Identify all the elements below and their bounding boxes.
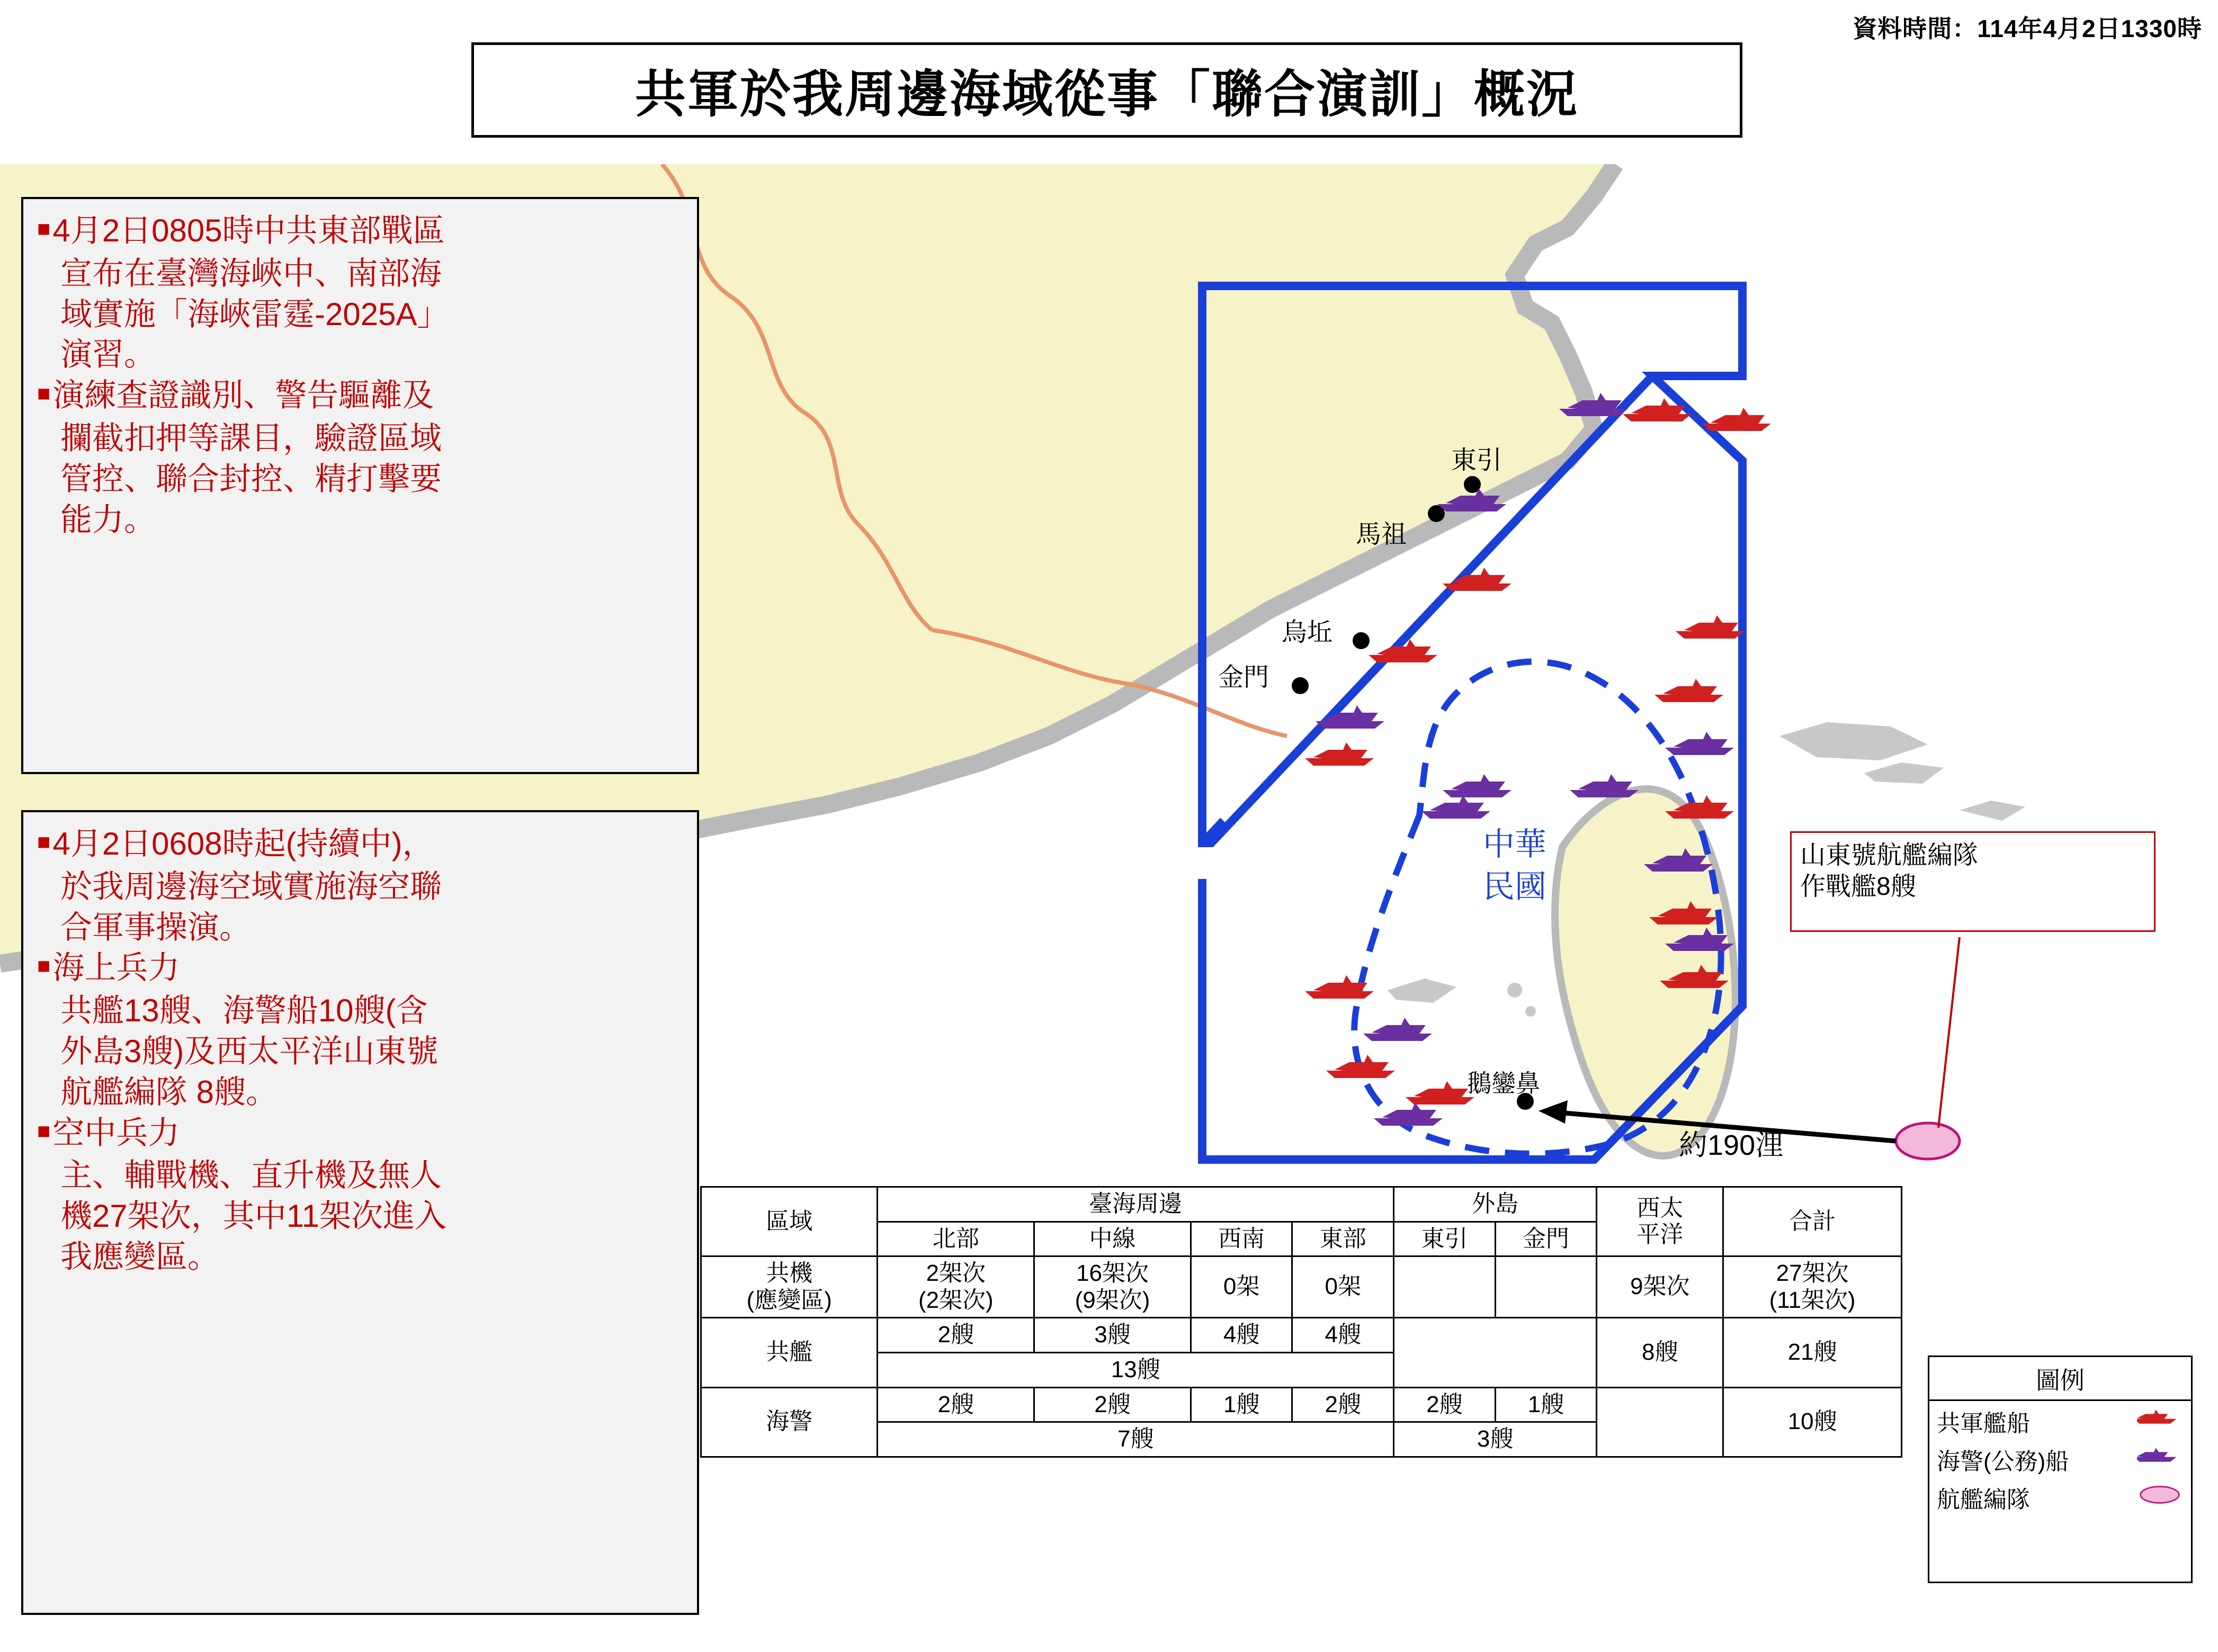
- bullet-4: [37, 948, 683, 989]
- label-roc-line2: 民國: [1483, 869, 1546, 904]
- header-outer-islands: 外島: [1394, 1187, 1597, 1222]
- legend-box: [1928, 1355, 2193, 1583]
- carrier-group-note-line-2: 作戰艦8艘: [1800, 872, 1916, 901]
- cell-navy-east: 4艘: [1292, 1318, 1394, 1353]
- cell-cg-total: 10艘: [1723, 1387, 1902, 1457]
- cell-cg-west-pacific: [1597, 1387, 1723, 1457]
- bullet-marker: ■: [37, 829, 51, 854]
- cell-aircraft-southwest: 0架: [1191, 1256, 1292, 1318]
- table-row-coastguard: [701, 1387, 1902, 1422]
- cell-aircraft-north-l2: (2架次): [918, 1287, 994, 1313]
- header-west-pacific: [1597, 1187, 1723, 1256]
- cell-cg-east: 2艘: [1292, 1387, 1394, 1422]
- cell-cg-southwest: 1艘: [1191, 1387, 1292, 1422]
- statistics-table: [700, 1186, 1902, 1458]
- cell-aircraft-center-l1: 16架次: [1076, 1260, 1149, 1287]
- wuqiu-marker: [1353, 632, 1370, 649]
- bullet-1-line-1: 4月2日0805時中共東部戰區: [52, 213, 445, 248]
- label-matsu: 馬祖: [1356, 520, 1407, 549]
- bullet-5: [37, 1113, 683, 1154]
- cell-aircraft-center-l2: (9架次): [1075, 1287, 1150, 1313]
- cell-aircraft-total-l1: 27架次: [1776, 1260, 1849, 1287]
- cell-navy-strait-sum: 13艘: [878, 1352, 1394, 1387]
- header-total: 合計: [1723, 1187, 1902, 1256]
- cell-cg-strait-sum: 7艘: [878, 1422, 1394, 1457]
- bullet-3-line-2: 於我周邊海空域實施海空聯: [60, 868, 442, 904]
- carrier-group-ellipse: [1896, 1123, 1960, 1159]
- bullet-3-line-1: 4月2日0608時起(持續中)，: [52, 826, 434, 861]
- bullet-1: [37, 211, 683, 252]
- cell-cg-center: 2艘: [1034, 1387, 1191, 1422]
- header-taiwan-strait: 臺海周邊: [878, 1187, 1394, 1222]
- header-center-line: 中線: [1034, 1222, 1191, 1256]
- label-distance: 約190浬: [1679, 1129, 1784, 1161]
- legend-title: 圖例: [1929, 1357, 2191, 1401]
- naval-forces-line-1: 共艦13艘、海警船10艘(含: [60, 993, 428, 1029]
- penghu-islet-2: [1525, 1006, 1536, 1017]
- cell-navy-center: 3艘: [1034, 1318, 1191, 1353]
- cell-navy-total: 21艘: [1723, 1318, 1902, 1387]
- page-title: 共軍於我周邊海域從事「聯合演訓」概況: [635, 66, 1579, 123]
- kinmen-marker: [1292, 677, 1309, 694]
- naval-forces-heading: 海上兵力: [52, 950, 180, 986]
- cell-aircraft-north-l1: 2架次: [926, 1260, 986, 1287]
- label-dongyin: 東引: [1451, 446, 1502, 474]
- bullet-2-line-4: 能力。: [60, 501, 156, 537]
- air-forces-heading: 空中兵力: [52, 1115, 180, 1151]
- penghu-islet: [1507, 983, 1522, 998]
- header-region: 區域: [701, 1187, 878, 1256]
- cell-cg-north: 2艘: [878, 1387, 1034, 1422]
- callout-force-summary: [21, 810, 699, 1615]
- air-forces-line-1: 主、輔戰機、直升機及無人: [60, 1157, 442, 1193]
- cell-cg-kinmen: 1艘: [1495, 1387, 1597, 1422]
- legend-item-pla-ship: [1929, 1401, 2191, 1439]
- bullet-2-line-1: 演練查證識別、警告驅離及: [52, 378, 434, 414]
- row-label-navy: 共艦: [701, 1318, 878, 1387]
- table-row-navy: [701, 1318, 1902, 1353]
- bullet-2-line-2: 攔截扣押等課目，驗證區域: [60, 420, 442, 456]
- naval-forces-line-3: 航艦編隊 8艘。: [60, 1074, 278, 1110]
- legend-label-carrier-group: 航艦編隊: [1937, 1487, 2030, 1513]
- cell-cg-dongyin: 2艘: [1394, 1387, 1496, 1422]
- cell-cg-outer-sum: 3艘: [1394, 1422, 1597, 1457]
- label-eluanbi: 鵝鑾鼻: [1467, 1070, 1540, 1097]
- legend-label-coastguard-ship: 海警(公務)船: [1937, 1449, 2069, 1475]
- row-label-coastguard: 海警: [701, 1387, 878, 1457]
- label-wuqiu: 烏坵: [1282, 618, 1333, 647]
- header-east: 東部: [1292, 1222, 1394, 1256]
- carrier-group-note: [1790, 831, 2156, 932]
- row-label-aircraft: [701, 1256, 878, 1318]
- row-label-aircraft-line-1: 共機: [766, 1260, 813, 1287]
- cell-aircraft-north: [878, 1256, 1034, 1318]
- bullet-1-line-4: 演習。: [60, 337, 156, 373]
- cell-aircraft-center: [1034, 1256, 1191, 1318]
- cell-aircraft-total-l2: (11架次): [1769, 1287, 1856, 1313]
- cell-navy-outer: [1394, 1318, 1597, 1387]
- cell-navy-north: 2艘: [878, 1318, 1034, 1353]
- bullet-marker: ■: [37, 216, 51, 241]
- cell-aircraft-dongyin: [1394, 1256, 1496, 1318]
- bullet-1-line-2: 宣布在臺灣海峽中、南部海: [60, 255, 442, 291]
- bullet-3-line-3: 合軍事操演。: [60, 909, 251, 945]
- bullet-2: [37, 375, 683, 416]
- header-southwest: 西南: [1191, 1222, 1292, 1256]
- bullet-marker: ■: [37, 1118, 51, 1143]
- bullet-marker: ■: [37, 953, 51, 978]
- ship-purple-icon: [2136, 1446, 2184, 1473]
- row-label-aircraft-line-2: (應變區): [746, 1287, 832, 1313]
- air-forces-line-2: 機27架次，其中11架次進入: [60, 1198, 447, 1234]
- legend-item-carrier-group: [1929, 1477, 2191, 1515]
- ellipse-pink-icon: [2136, 1484, 2184, 1511]
- cell-aircraft-total: [1723, 1256, 1902, 1318]
- bullet-marker: ■: [37, 381, 51, 406]
- legend-item-coastguard-ship: [1929, 1439, 2191, 1477]
- header-north: 北部: [878, 1222, 1034, 1256]
- cell-aircraft-west-pacific: 9架次: [1597, 1256, 1723, 1318]
- header-west-pacific-line-1: 西太: [1636, 1195, 1684, 1221]
- header-dongyin: 東引: [1394, 1222, 1496, 1256]
- naval-forces-line-2: 外島3艘)及西太平洋山東號: [60, 1033, 439, 1069]
- cell-navy-west-pacific: 8艘: [1597, 1318, 1723, 1387]
- cell-aircraft-kinmen: [1495, 1256, 1597, 1318]
- bullet-1-line-3: 域實施「海峽雷霆-2025A」: [60, 296, 449, 332]
- title-box: [471, 42, 1742, 138]
- data-time-label: 資料時間：114年4月2日1330時: [1853, 15, 2202, 42]
- cell-aircraft-east: 0架: [1292, 1256, 1394, 1318]
- label-roc-line1: 中華: [1483, 827, 1546, 862]
- bullet-3: [37, 824, 683, 865]
- label-kinmen: 金門: [1218, 663, 1269, 692]
- table-header-row-1: [701, 1187, 1902, 1222]
- legend-label-pla-ship: 共軍艦船: [1937, 1411, 2030, 1436]
- cell-navy-southwest: 4艘: [1191, 1318, 1292, 1353]
- header-kinmen: 金門: [1495, 1222, 1597, 1256]
- ship-red-icon: [2136, 1408, 2184, 1435]
- table-row-aircraft: [701, 1256, 1902, 1318]
- bullet-2-line-3: 管控、聯合封控、精打擊要: [60, 461, 442, 497]
- header-west-pacific-line-2: 平洋: [1636, 1222, 1684, 1248]
- carrier-group-note-line-1: 山東號航艦編隊: [1800, 841, 1979, 869]
- callout-exercise-announcement: [21, 197, 699, 774]
- air-forces-line-3: 我應變區。: [60, 1238, 219, 1274]
- zone-mask: [1197, 847, 1229, 879]
